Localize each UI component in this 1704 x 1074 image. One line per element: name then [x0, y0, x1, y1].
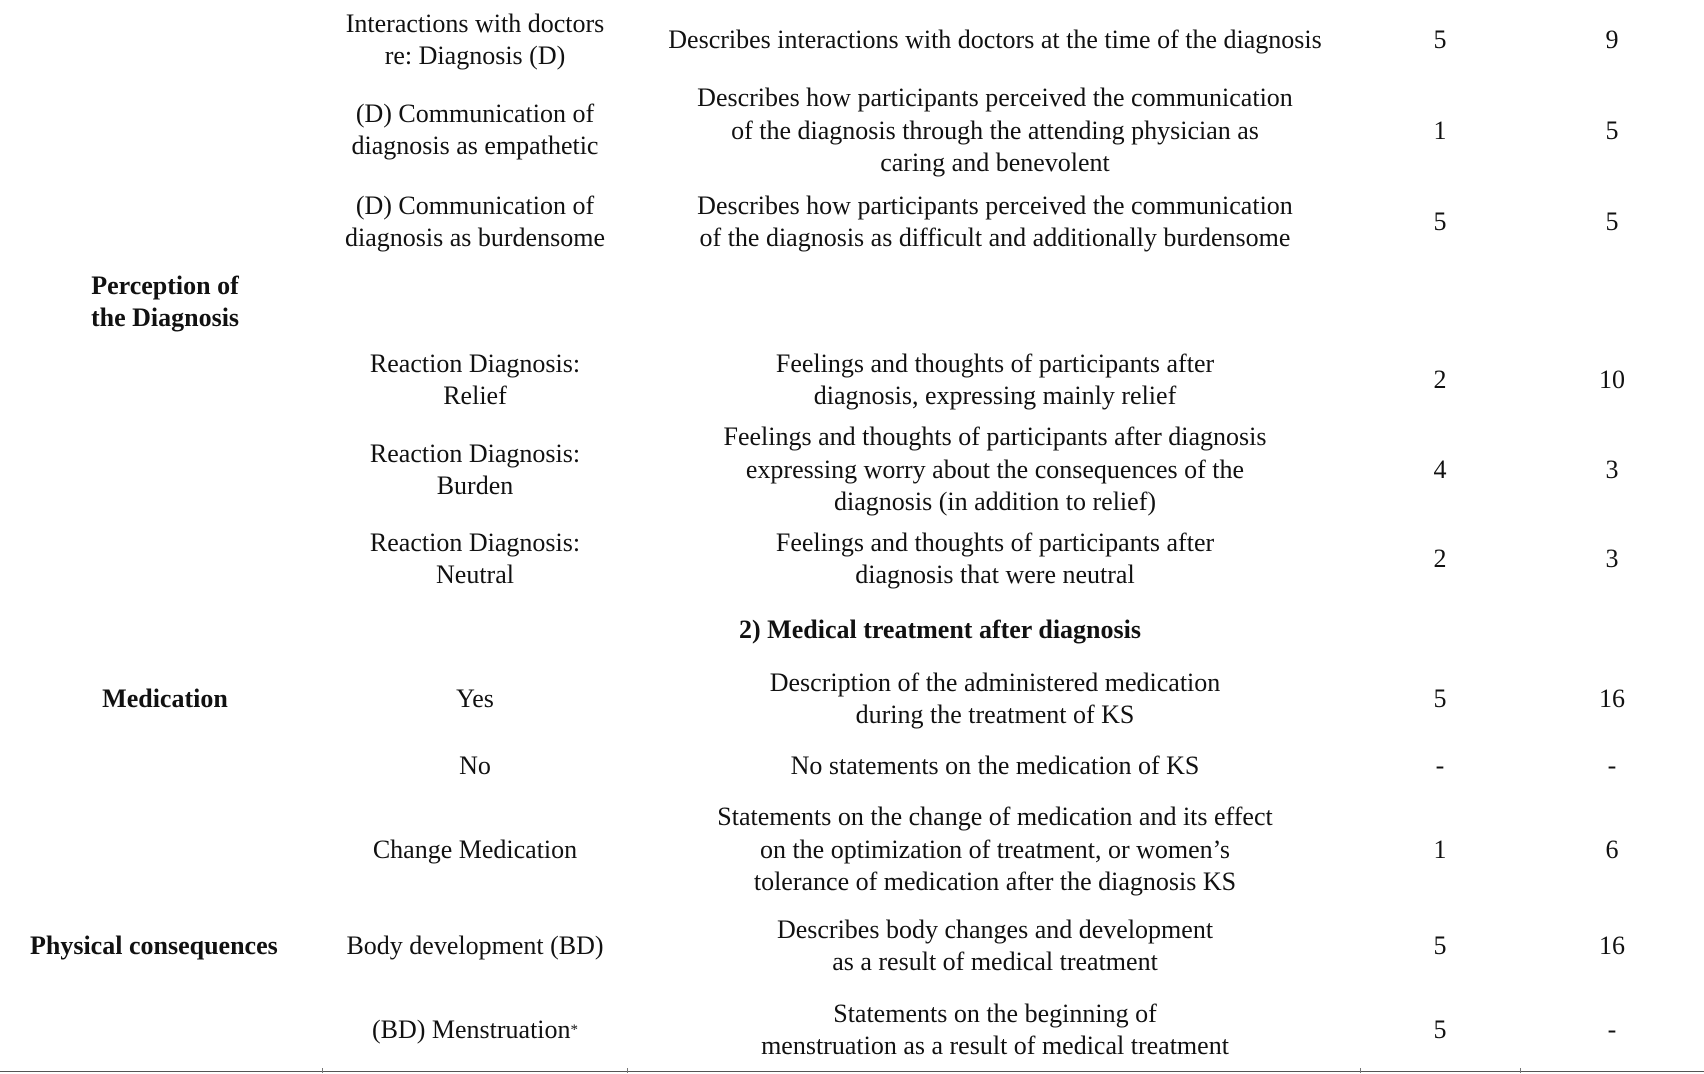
category-perception-of-diagnosis: Perception of the Diagnosis	[90, 270, 240, 332]
table-row-subcategory: Change Medication	[372, 834, 578, 864]
table-row-description: Describes how participants perceived the communication of the diagnosis through the attending physician as caring and benevolent	[697, 83, 1293, 178]
table-row-count-2: 3	[1605, 454, 1619, 484]
table-row-count-2: 16	[1599, 683, 1625, 713]
table-row-count-2: 3	[1605, 543, 1619, 573]
table-row-description: Feelings and thoughts of participants after diagnosis expressing worry about the consequences of the diagnosis (in addition to relief)	[723, 422, 1267, 517]
table-row-description: Feelings and thoughts of participants after diagnosis, expressing mainly relief	[775, 348, 1215, 410]
column-divider-tick	[1360, 1068, 1361, 1073]
table-row-description: Feelings and thoughts of participants after diagnosis that were neutral	[775, 527, 1215, 589]
section-heading-medical-treatment: 2) Medical treatment after diagnosis	[739, 614, 1141, 644]
table-row-subcategory: Reaction Diagnosis: Neutral	[369, 527, 581, 589]
table-row-subcategory: (D) Communication of diagnosis as empathetic	[351, 98, 599, 160]
table-row-count-1: 2	[1433, 364, 1447, 394]
table-row-subcategory: Yes	[456, 683, 494, 713]
table-row-count-1: 5	[1433, 1014, 1447, 1044]
category-physical-consequences: Physical consequences	[30, 930, 278, 960]
column-divider-tick	[322, 1068, 323, 1073]
table-row-count-1: -	[1435, 750, 1445, 780]
table-row-count-1: 1	[1433, 115, 1447, 145]
table-row-description: Statements on the change of medication and its effect on the optimization of treatment, or women’s tolerance of medication after the diagnosis KS	[717, 802, 1273, 897]
category-medication: Medication	[102, 683, 228, 713]
table-row-count-2: -	[1607, 1014, 1617, 1044]
table-row-subcategory: Reaction Diagnosis: Burden	[369, 438, 581, 500]
table-row-description: Describes interactions with doctors at the time of the diagnosis	[668, 24, 1322, 54]
table-row-count-1: 1	[1433, 834, 1447, 864]
table-row-description: Describes how participants perceived the communication of the diagnosis as difficult and additionally burdensome	[697, 190, 1293, 252]
subcategory-text: (BD) Menstruation	[371, 1014, 571, 1044]
table-row-description: Describes body changes and development as a result of medical treatment	[776, 914, 1214, 976]
table-row-subcategory: Interactions with doctors re: Diagnosis (D)	[345, 8, 605, 70]
table-row-subcategory: Body development (BD)	[346, 930, 604, 960]
table-row-count-1: 5	[1433, 206, 1447, 236]
column-divider-tick	[1520, 1068, 1521, 1073]
table-row-subcategory: (BD) Menstruation *	[320, 1012, 630, 1048]
table-row-subcategory: Reaction Diagnosis: Relief	[369, 348, 581, 410]
table-row-count-1: 5	[1433, 683, 1447, 713]
table-row-description: Statements on the beginning of menstruation as a result of medical treatment	[761, 998, 1229, 1060]
table-row-count-1: 5	[1433, 24, 1447, 54]
column-divider-tick	[627, 1068, 628, 1073]
table-row-count-2: -	[1607, 750, 1617, 780]
table-row-description: No statements on the medication of KS	[790, 750, 1200, 780]
table-row-count-1: 5	[1433, 930, 1447, 960]
table-row-count-2: 10	[1599, 364, 1625, 394]
table-row-count-2: 6	[1605, 834, 1619, 864]
table-row-count-1: 4	[1433, 454, 1447, 484]
table-row-count-2: 9	[1605, 24, 1619, 54]
table-row-count-2: 5	[1605, 115, 1619, 145]
table-row-subcategory: No	[459, 750, 491, 780]
table-row-subcategory: (D) Communication of diagnosis as burdensome	[345, 190, 605, 252]
table-bottom-rule	[0, 1071, 1704, 1072]
table-row-count-2: 5	[1605, 206, 1619, 236]
table-row-count-2: 16	[1599, 930, 1625, 960]
table-row-description: Description of the administered medication during the treatment of KS	[769, 667, 1221, 729]
table-row-count-1: 2	[1433, 543, 1447, 573]
